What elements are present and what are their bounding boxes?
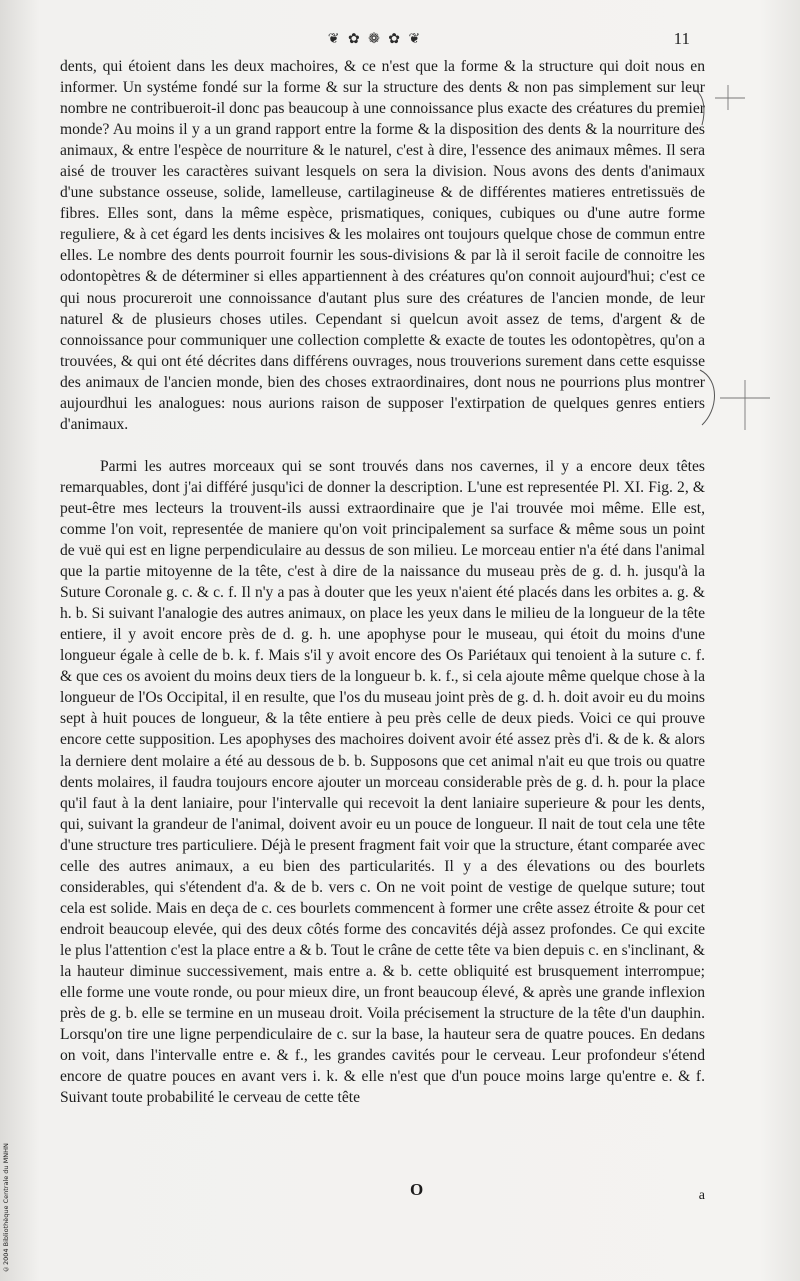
- margin-cross-mark: [715, 85, 745, 110]
- page-header: [250, 26, 690, 52]
- library-credit: ©2004 Bibliothèque Centrale du MNHN: [2, 1143, 10, 1273]
- paragraph-2: Parmi les autres morceaux qui se sont trouvés dans nos cavernes, il y a encore deux têtes remarquables, dont j'ai différé jusqu'ici de donner la description. L'une est representée Pl. XI. Fig. 2, & peut-être mes lecteurs la trouvent-ils aussi extraordinaire que je l'ai trouvée moi même. Elle est, comme l'on voit, representée de maniere qu'on voit principalement sa surface & même sous un point de vuë qui est en ligne perpendiculaire au dessus de son milieu. Le morceau entier n'a été dans l'animal que la partie mitoyenne de la tête, c'est à dire de la naissance du museau près de g. d. h. jusqu'à la Suture Coronale g. c. & c. f. Il n'y a pas à douter que les yeux n'aient été placés dans les orbites a. g. & h. b. Si suivant l'analogie des autres animaux, on place les yeux dans le milieu de la longueur de la tête entiere, il y avoit encore près de d. g. h. une apophyse pour le museau, qui étoit du moins d'une longueur égale à celle de b. k. f. Mais s'il y avoit encore des Os Pariétaux qui tenoient à la suture c. f. & que ces os avoient du moins deux tiers de la longueur b. k. f., si cela ajoute même quelque chose à la longueur de l'Os Occipital, il en resulte, que l'os du museau joint près de g. d. h. doit avoir eu du moins sept à huit pouces de longueur, & la tête entiere à peu près celle de deux pieds. Voici ce qui prouve encore cette supposition. Les apophyses des machoires doivent avoir été assez près d'i. & de k. & alors la derniere dent molaire a été au dessous de b. b. Supposons que cet animal n'ait eu que trois ou quatre dents molaires, il faudra toujours encore ajouter un morceau considerable près de g. d. h. pour la place qu'il faut à la dent laniaire, pour l'intervalle qui recevoit la dent laniaire superieure & pour les dents, qui, suivant la grandeur de l'animal, doivent avoir eu un pouce de longueur. Il nait de tout cela une tête d'une structure tres particuliere. Déjà le present fragment fait voir que la structure, étant comparée avec celle des autres animaux, a eu bien des particularités. Il y a des élevations ou des bourlets considerables, qui s'étendent d'a. & de b. vers c. On ne voit point de vestige de quelque suture; tout cela est solide. Mais en deça de c. ces bourlets commencent à former une crête assez étroite & pour cet endroit beaucoup elevée, qui des deux côtés forme des concavités déjà assez profondes. Ce qui excite le plus l'attention c'est la place entre a & b. Tout le crâne de cette tête va bien depuis c. en s'inclinant, & la hauteur diminue successivement, mais entre a. & b. cette obliquité est brusquement interrompue; elle forme une voute ronde, ou pour mieux dire, un front beaucoup élevé, & après une grande inflexion près de g. b. elle se termine en un museau droit. Voila précisement la structure de la tête d'un dauphin. Lorsqu'on tire une ligne perpendiculaire de c. sur la base, la hauteur sera de quatre pouces. En dedans on voit, dans l'intervalle entre e. & f., les grandes cavités pour le cerveau. Leur profondeur s'étend encore de quatre pouces en avant vers i. k. & elle n'est que d'un pouce moins large qu'entre e. & f. Suivant toute probabilité le cerveau de cette tête: [60, 457, 705, 1107]
- paragraph-1: dents, qui étoient dans les deux machoires, & ce n'est que la forme & la structure qui doit nous en informer. Un systéme fondé sur la forme & sur la structure des dents & non pas simplement sur leur nombre ne contribueroit-il donc pas beaucoup à une connoissance plus exacte des créatures du premier monde? Au moins il y a un grand rapport entre la forme & la disposition des dents & la nourriture des animaux, & entre l'espèce de nourriture & le naturel, c'est à dire, l'essence des animaux mêmes. Il sera aisé de trouver les caractères suivant lesquels on sera la division. Nous avons des dents d'animaux d'une substance osseuse, solide, lamelleuse, cartilagineuse & de différentes matieres entretissuës de fibres. Elles sont, dans la même espèce, prismatiques, coniques, cubiques ou d'une autre forme reguliere, & à cet égard les dents incisives & les molaires ont toujours quelque chose de commun entre elles. Le nombre des dents pourroit fournir les sous-divisions & par là il seroit facile de connoitre les odontopètres & de déterminer si elles appartiennent à des créatures qu'on connoit aujourd'hui; c'est ce qui nous procureroit une connoissance d'autant plus sure des créatures de l'ancien monde, de leur naturel & de plusieurs choses utiles. Cependant si quelcun avoit assez de tems, d'argent & de connoissance pour communiquer une collection complette & exacte de toutes les odontopètres, qu'on a trouvées, & qui ont été décrites dans différens ouvrages, nous trouverions surement dans cette esquisse des animaux de l'ancien monde, bien des choses extraordinaires, dont nous ne pourrions plus montrer aujourdhui les analogues: nous aurions raison de supposer l'extirpation de quelques genres entiers d'animaux.: [60, 58, 705, 433]
- page-number: 11: [673, 29, 690, 48]
- body-text: [60, 56, 705, 1108]
- header-ornament: [250, 28, 500, 50]
- page-footer: [60, 1180, 705, 1202]
- ornament-glyphs: ❦ ✿ ❁ ✿ ❦: [327, 31, 423, 47]
- margin-cross-mark-lower: [720, 380, 770, 430]
- catchword: a: [698, 1188, 705, 1203]
- margin-bracket-mark-lower: [700, 370, 715, 425]
- signature-mark: O: [410, 1180, 424, 1199]
- margin-annotations: [690, 80, 800, 440]
- margin-bracket-mark: [695, 90, 704, 125]
